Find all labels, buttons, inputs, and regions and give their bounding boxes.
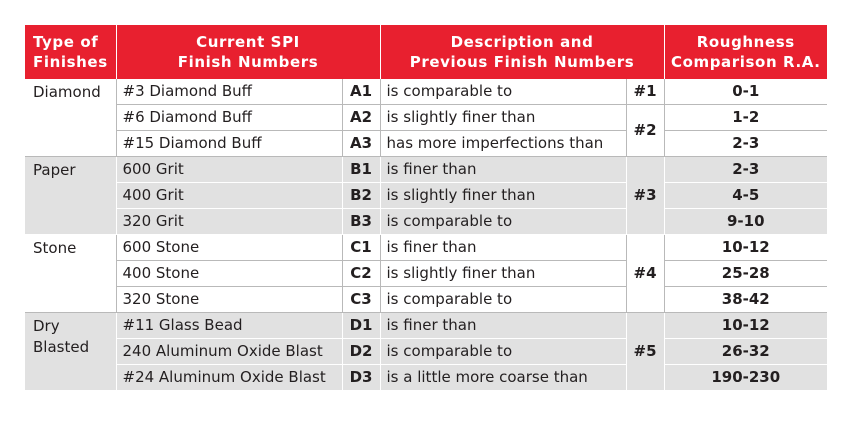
roughness-value-cell: 26-32	[664, 339, 827, 365]
roughness-value-cell: 9-10	[664, 209, 827, 235]
description-cell: is slightly finer than	[380, 183, 626, 209]
table-row	[25, 287, 827, 313]
header-type-line2: Finishes	[33, 53, 108, 71]
finish-name-cell: 600 Grit	[116, 157, 342, 183]
finish-name-cell: 600 Stone	[116, 235, 342, 261]
roughness-value-cell: 190-230	[664, 365, 827, 391]
description-cell: is slightly finer than	[380, 261, 626, 287]
finish-type-label: Diamond	[33, 83, 101, 101]
finish-name-cell: #11 Glass Bead	[116, 313, 342, 339]
table-row	[25, 105, 827, 131]
roughness-value-cell: 1-2	[664, 105, 827, 131]
spi-code-cell: D3	[342, 365, 380, 391]
description-cell: is comparable to	[380, 287, 626, 313]
table-row	[25, 339, 827, 365]
finish-type-label: Blasted	[33, 338, 90, 356]
finish-type-cell	[25, 313, 116, 391]
spi-code-cell: B3	[342, 209, 380, 235]
description-cell: is finer than	[380, 313, 626, 339]
roughness-value-cell: 10-12	[664, 313, 827, 339]
header-description	[380, 25, 664, 79]
table-row	[25, 157, 827, 183]
header-rough-line2: Comparison R.A.	[670, 53, 821, 71]
spi-code-cell: B1	[342, 157, 380, 183]
spi-code-cell: A1	[342, 79, 380, 105]
finish-name-cell: #15 Diamond Buff	[116, 131, 342, 157]
spi-code-cell: C2	[342, 261, 380, 287]
spi-code-cell: B2	[342, 183, 380, 209]
table-row	[25, 261, 827, 287]
table-row	[25, 131, 827, 157]
roughness-value-cell: 38-42	[664, 287, 827, 313]
table-row	[25, 365, 827, 391]
spi-code-cell: A2	[342, 105, 380, 131]
finish-type-cell	[25, 235, 116, 313]
description-cell: is finer than	[380, 157, 626, 183]
spi-code-cell: D1	[342, 313, 380, 339]
finish-name-cell: 400 Stone	[116, 261, 342, 287]
finish-name-cell: 240 Aluminum Oxide Blast	[116, 339, 342, 365]
spi-code-cell: A3	[342, 131, 380, 157]
roughness-value-cell: 10-12	[664, 235, 827, 261]
table-row	[25, 209, 827, 235]
header-current-spi	[116, 25, 380, 79]
spi-code-cell: D2	[342, 339, 380, 365]
description-cell: is comparable to	[380, 339, 626, 365]
table-row	[25, 235, 827, 261]
finish-name-cell: 320 Stone	[116, 287, 342, 313]
finish-name-cell: #6 Diamond Buff	[116, 105, 342, 131]
table-row	[25, 313, 827, 339]
description-cell: is slightly finer than	[380, 105, 626, 131]
roughness-value-cell: 2-3	[664, 131, 827, 157]
table-body	[25, 79, 827, 391]
spi-code-cell: C1	[342, 235, 380, 261]
previous-finish-number-cell: #3	[626, 157, 664, 235]
roughness-value-cell: 25-28	[664, 261, 827, 287]
header-row	[25, 25, 827, 79]
finish-type-label: Dry	[33, 317, 60, 335]
finish-type-label: Paper	[33, 161, 76, 179]
description-cell: is comparable to	[380, 209, 626, 235]
description-cell: is finer than	[380, 235, 626, 261]
roughness-value-cell: 0-1	[664, 79, 827, 105]
previous-finish-number-cell: #5	[626, 313, 664, 391]
header-type-line1: Type of	[33, 33, 99, 51]
previous-finish-number-cell: #2	[626, 105, 664, 157]
description-cell: is comparable to	[380, 79, 626, 105]
header-spi-line1: Current SPI	[196, 33, 300, 51]
finish-name-cell: #3 Diamond Buff	[116, 79, 342, 105]
previous-finish-number-cell: #1	[626, 79, 664, 105]
header-rough-line1: Roughness	[696, 33, 795, 51]
finish-name-cell: 320 Grit	[116, 209, 342, 235]
description-cell: is a little more coarse than	[380, 365, 626, 391]
table-row	[25, 79, 827, 105]
header-desc-line2: Previous Finish Numbers	[409, 53, 635, 71]
header-desc-line1: Description and	[450, 33, 594, 51]
finish-type-cell	[25, 157, 116, 235]
spi-finish-table	[25, 25, 827, 391]
spi-code-cell: C3	[342, 287, 380, 313]
finish-type-cell	[25, 79, 116, 157]
finish-name-cell: 400 Grit	[116, 183, 342, 209]
header-type-of-finishes	[25, 25, 116, 79]
description-cell: has more imperfections than	[380, 131, 626, 157]
finish-name-cell: #24 Aluminum Oxide Blast	[116, 365, 342, 391]
header-spi-line2: Finish Numbers	[177, 53, 319, 71]
roughness-value-cell: 4-5	[664, 183, 827, 209]
header-roughness	[664, 25, 827, 79]
previous-finish-number-cell: #4	[626, 235, 664, 313]
roughness-value-cell: 2-3	[664, 157, 827, 183]
finish-type-label: Stone	[33, 239, 77, 257]
table-row	[25, 183, 827, 209]
